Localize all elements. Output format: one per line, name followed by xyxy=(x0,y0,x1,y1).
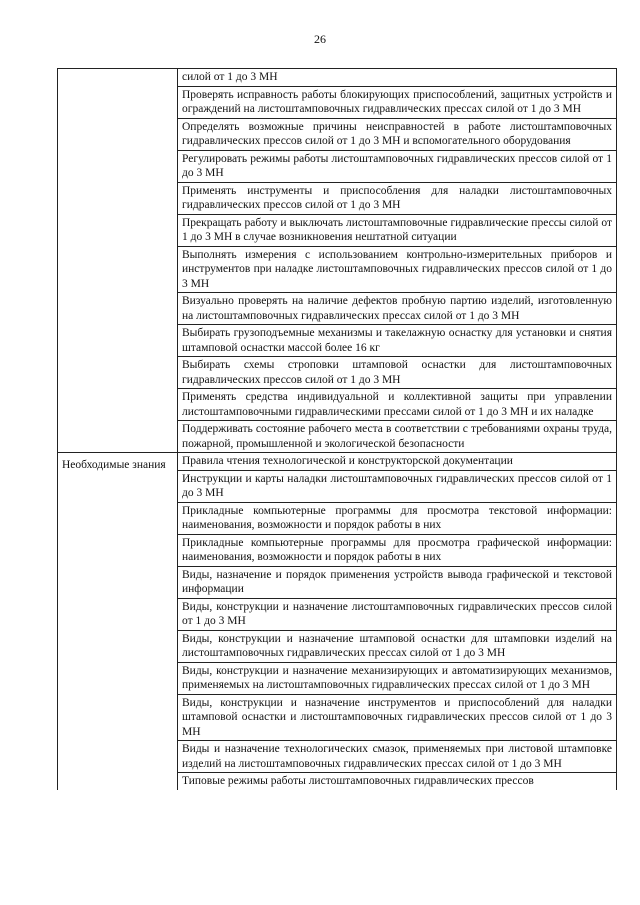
page-number: 26 xyxy=(314,32,326,46)
table-row: силой от 1 до 3 МН xyxy=(182,71,278,83)
table-row: Поддерживать состояние рабочего места в соответствии с требованиями охраны труда, пожарной, промышленной и экологической безопасности xyxy=(178,420,616,452)
table-row: Виды, конструкции и назначение механизирующих и автоматизирующих механизмов, применяемых на листоштамповочных гидравлических прессах силой от 1 до 3 МН xyxy=(178,662,616,694)
table-row: Виды, конструкции и назначение штамповой оснастки для штамповки изделий на листоштамповочных гидравлических прессах силой от 1 до 3 МН xyxy=(178,630,616,662)
table-row: Определять возможные причины неисправностей в работе листоштамповочных гидравлических прессов силой от 1 до 3 МН и вспомогательного оборудования xyxy=(178,118,616,150)
section-label xyxy=(58,69,178,452)
table-row: Правила чтения технологической и конструкторской документации xyxy=(182,455,513,467)
table-row: Виды, конструкции и назначение листоштамповочных гидравлических прессов силой от 1 до 3 МН xyxy=(178,598,616,630)
section-rows xyxy=(178,453,616,790)
table-row: Выбирать грузоподъемные механизмы и такелажную оснастку для установки и снятия штамповой оснастки массой более 16 кг xyxy=(178,324,616,356)
section-rows xyxy=(178,69,616,452)
table-row: Прикладные компьютерные программы для просмотра графической информации: наименования, возможности и порядок работы в них xyxy=(178,534,616,566)
table-row: Применять инструменты и приспособления для наладки листоштамповочных гидравлических прессов силой от 1 до 3 МН xyxy=(178,182,616,214)
knowledge-section xyxy=(58,452,616,790)
table-row: Прикладные компьютерные программы для просмотра текстовой информации: наименования, возможности и порядок работы в них xyxy=(178,502,616,534)
table-row: Выполнять измерения с использованием контрольно-измерительных приборов и инструментов при наладке листоштамповочных гидравлических прессов силой от 1 до 3 МН xyxy=(178,246,616,293)
table-row: Виды и назначение технологических смазок, применяемых при листовой штамповке изделий на листоштамповочных гидравлических прессах силой от 1 до 3 МН xyxy=(178,740,616,772)
table-row: Применять средства индивидуальной и коллективной защиты при управлении листоштамповочными гидравлическими прессами силой от 1 до 3 МН и их наладке xyxy=(178,388,616,420)
table-row: Проверять исправность работы блокирующих приспособлений, защитных устройств и ограждений на листоштамповочных гидравлических прессах силой от 1 до 3 МН xyxy=(178,86,616,118)
skills-section xyxy=(58,69,616,452)
table-row: Выбирать схемы строповки штамповой оснастки для листоштамповочных гидравлических прессов силой от 1 до 3 МН xyxy=(178,356,616,388)
table-row: Визуально проверять на наличие дефектов пробную партию изделий, изготовленную на листоштамповочных гидравлических прессах силой от 1 до 3 МН xyxy=(178,292,616,324)
table-row: Типовые режимы работы листоштамповочных гидравлических прессов xyxy=(178,772,616,790)
table-row: Прекращать работу и выключать листоштамповочные гидравлические прессы силой от 1 до 3 МН в случае возникновения нештатной ситуации xyxy=(178,214,616,246)
table-row: Виды, назначение и порядок применения устройств вывода графической и текстовой информации xyxy=(178,566,616,598)
section-label: Необходимые знания xyxy=(58,453,178,790)
table-row: Инструкции и карты наладки листоштамповочных гидравлических прессов силой от 1 до 3 МН xyxy=(178,470,616,502)
table-row: Регулировать режимы работы листоштамповочных гидравлических прессов силой от 1 до 3 МН xyxy=(178,150,616,182)
requirements-table xyxy=(57,68,617,790)
table-row: Виды, конструкции и назначение инструментов и приспособлений для наладки штамповой оснастки и листоштамповочных гидравлических прессов силой от 1 до 3 МН xyxy=(178,694,616,741)
